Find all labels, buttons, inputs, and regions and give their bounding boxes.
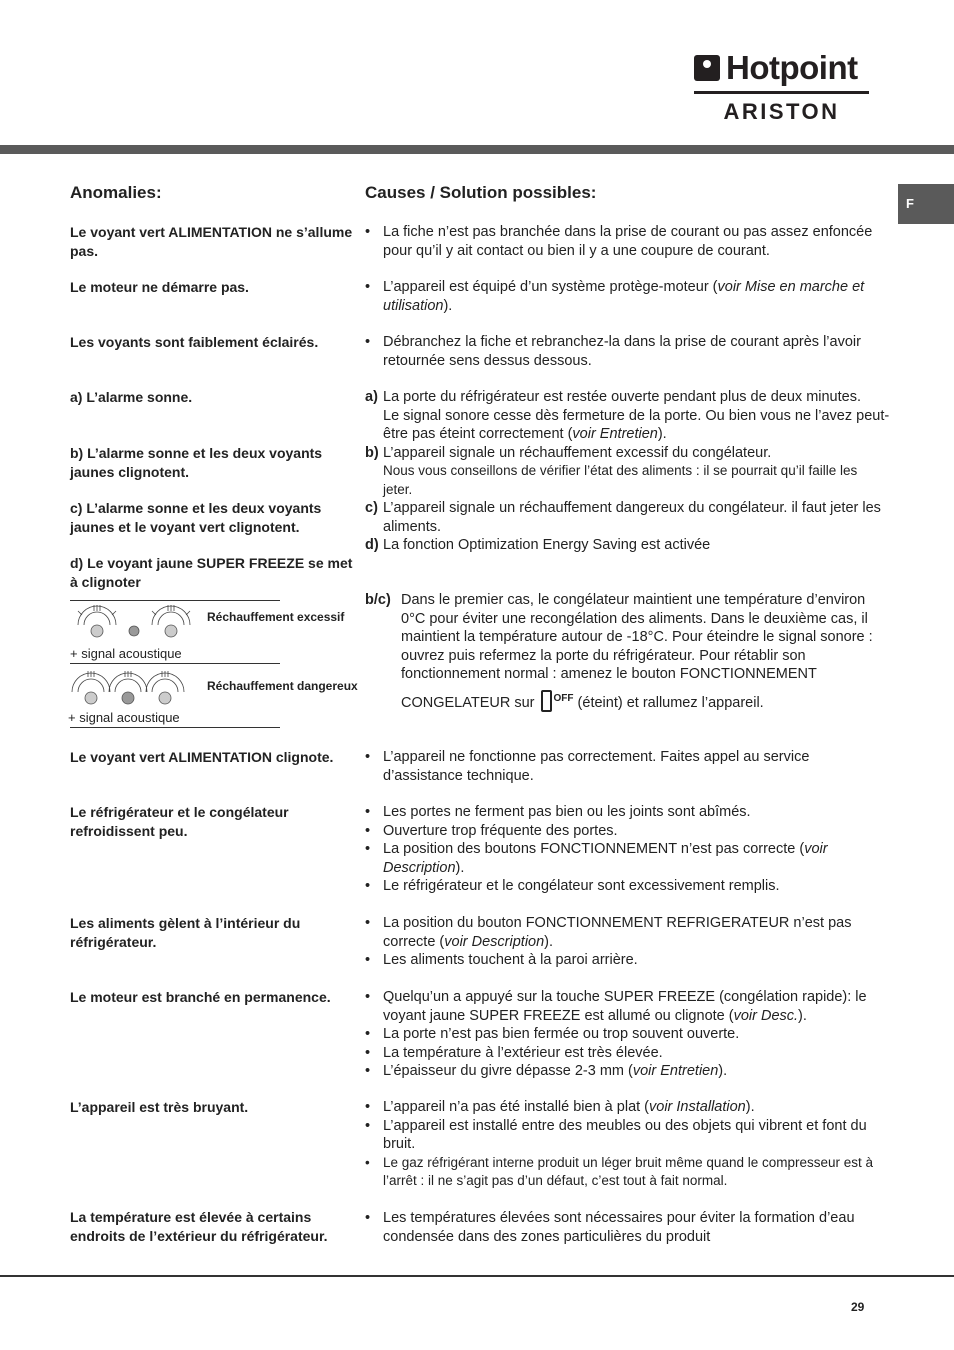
anomaly-label: Les voyants sont faiblement éclairés.: [70, 334, 319, 350]
cause-d: d) La fonction Optimization Energy Saving est activée: [365, 537, 711, 553]
anomalies-header: Anomalies:: [70, 183, 162, 202]
cause-item: • L’appareil ne fonctionne pas correctement. Faites appel au service d’assistance technique.: [365, 748, 890, 785]
brand-logo-icon: [694, 55, 720, 81]
cause-item: • Les températures élevées sont nécessaires pour éviter la formation d’eau condensée dans des zones particulières du produit: [365, 1209, 890, 1246]
page-number: 29: [851, 1300, 865, 1314]
cause-list: [365, 914, 890, 970]
diagram-signal-2: + signal acoustique: [68, 710, 180, 725]
cause-b: b) L’appareil signale un réchauffement excessif du congélateur. Nous vous conseillons de vérifier l’état des aliments : il se pourrait qu’il faille les jeter.: [365, 444, 858, 497]
diagram-label-excessive: Réchauffement excessif: [207, 610, 345, 624]
cause-bc: b/c) Dans le premier cas, le congélateur maintient une température d’environ 0°C pour éviter une recongélation des aliments. Dans le deuxième cas, il maintient la température autour de -18°C. Pour éteindre le signal sonore : ouvrez puis refermez la porte du réfrigérateur. Pour rétablir son fonctionnement normal : amenez le bouton FONCTIONNEMENT CONGELATEUR sur $^{OFF}$ (éteint) et rallumez l’appareil.: [365, 592, 873, 711]
anomaly-label: Le voyant vert ALIMENTATION ne s’allume pas.: [70, 224, 353, 259]
anomaly-label: La température est élevée à certains endroits de l’extérieur du réfrigérateur.: [70, 1209, 328, 1244]
cause-item: • L’épaisseur du givre dépasse 2-3 mm (voir Entretien).: [365, 1062, 890, 1081]
anomaly-label: L’appareil est très bruyant.: [70, 1099, 249, 1115]
cause-item: • Ouverture trop fréquente des portes.: [365, 822, 890, 841]
header-bar: [0, 145, 954, 154]
anomaly-label: Le moteur ne démarre pas.: [70, 279, 249, 295]
anomaly-label: Les aliments gèlent à l’intérieur du réfrigérateur.: [70, 915, 301, 950]
anomaly-label-b: b) L’alarme sonne et les deux voyants jaunes clignotent.: [70, 445, 323, 480]
cause-list: [365, 803, 890, 896]
cause-list: [365, 988, 890, 1081]
cause-c: c) L’appareil signale un réchauffement dangereux du congélateur. il faut jeter les aliments.: [365, 500, 881, 535]
language-tab: F: [898, 184, 954, 224]
cause-item: • La porte n’est pas bien fermée ou trop souvent ouverte.: [365, 1025, 890, 1044]
cause-item: • La température à l’extérieur est très élevée.: [365, 1044, 890, 1063]
anomaly-label-c: c) L’alarme sonne et les deux voyants jaunes et le voyant vert clignotent.: [70, 500, 322, 535]
cause-item: • La position des boutons FONCTIONNEMENT n’est pas correcte (voir Description).: [365, 840, 890, 877]
cause-list: [365, 1209, 890, 1246]
cause-item: • L’appareil est installé entre des meubles ou des objets qui vibrent et font du bruit.: [365, 1117, 890, 1154]
indicator-lights-diagram-excessive: [70, 603, 200, 643]
cause-item: • Les aliments touchent à la paroi arrière.: [365, 951, 890, 970]
causes-header: Causes / Solution possibles:: [365, 183, 597, 202]
cause-item: • La fiche n’est pas branchée dans la prise de courant ou pas assez enfoncée pour qu’il y ait contact ou bien il y a une coupure de courant.: [365, 223, 890, 260]
anomaly-label-a: a) L’alarme sonne.: [70, 389, 193, 405]
diagram-signal-1: + signal acoustique: [70, 646, 182, 661]
anomaly-label: Le moteur est branché en permanence.: [70, 989, 331, 1005]
cause-item: • Le gaz réfrigérant interne produit un léger bruit même quand le compresseur est à l’arrêt : il ne s’agit pas d’un défaut, c’est tout à fait normal.: [365, 1154, 890, 1191]
indicator-lights-diagram-dangerous: [66, 668, 196, 710]
cause-item: • L’appareil n’a pas été installé bien à plat (voir Installation).: [365, 1098, 890, 1117]
anomaly-label-d: d) Le voyant jaune SUPER FREEZE se met à clignoter: [70, 555, 353, 590]
cause-item: • La position du bouton FONCTIONNEMENT REFRIGERATEUR n’est pas correcte (voir Description).: [365, 914, 890, 951]
brand-logo: [694, 50, 869, 125]
alarm-cause-list: [365, 388, 890, 555]
cause-item: • Le réfrigérateur et le congélateur sont excessivement remplis.: [365, 877, 890, 896]
cause-list: [365, 1098, 890, 1191]
anomaly-label: Le réfrigérateur et le congélateur refroidissent peu.: [70, 804, 289, 839]
cause-item: • Les portes ne ferment pas bien ou les joints sont abîmés.: [365, 803, 890, 822]
footer-rule: [0, 1275, 954, 1277]
brand-name: Hotpoint: [726, 49, 858, 86]
cause-item: • L’appareil est équipé d’un système protège-moteur (voir Mise en marche et utilisation).: [365, 278, 890, 315]
cause-list: [365, 748, 890, 785]
diagram-label-dangerous: Réchauffement dangereux: [207, 679, 358, 693]
anomaly-label: Le voyant vert ALIMENTATION clignote.: [70, 749, 334, 765]
brand-sub: ARISTON: [723, 99, 840, 124]
cause-list: [365, 278, 890, 315]
off-switch-icon: [541, 690, 552, 712]
cause-list: [365, 223, 890, 260]
cause-item: • Quelqu’un a appuyé sur la touche SUPER FREEZE (congélation rapide): le voyant jaune SUPER FREEZE est allumé ou clignote (voir Desc.).: [365, 988, 890, 1025]
cause-a: a) La porte du réfrigérateur est restée ouverte pendant plus de deux minutes. Le signal sonore cesse dès fermeture de la porte. Ou bien vous ne l’avez peut-être pas éteint correctement (voir Entretien).: [365, 389, 890, 442]
cause-item: • Débranchez la fiche et rebranchez-la dans la prise de courant après l’avoir retournée sens dessus dessous.: [365, 333, 890, 370]
cause-list: [365, 333, 890, 370]
